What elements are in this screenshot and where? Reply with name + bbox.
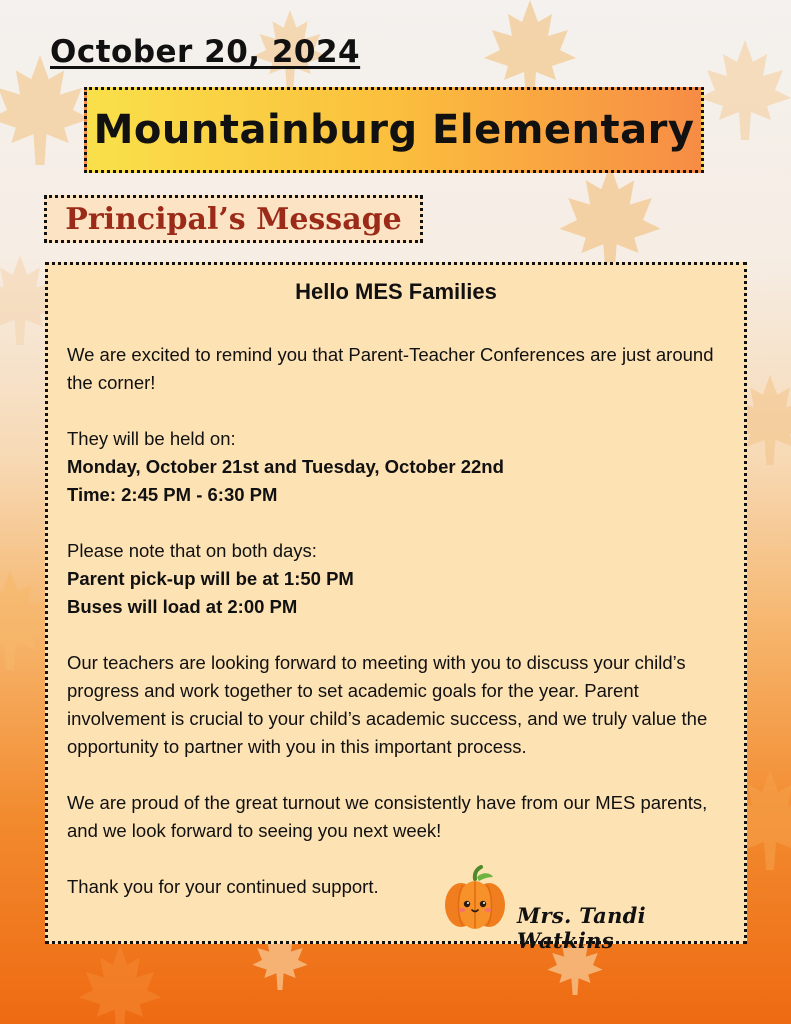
maple-leaf-icon: [0, 55, 91, 165]
message-body: [67, 341, 737, 901]
maple-leaf-icon: [699, 40, 791, 140]
maple-leaf-icon: [559, 165, 660, 275]
section-label: [44, 195, 423, 243]
pumpkin-icon: [441, 865, 509, 933]
section-title: Principal’s Message: [65, 201, 402, 237]
bus-time: Buses will load at 2:00 PM: [67, 596, 298, 617]
school-name: Mountainburg Elementary: [93, 107, 695, 153]
principal-signature: Mrs. Tandi Watkins: [517, 903, 646, 953]
goals-paragraph: Our teachers are looking forward to meeting with you to discuss your child’s progress and work together to set academic goals for the year. Parent involvement is crucial to your child’s academic success, and we truly value the opportunity to partner with you in this important process.: [67, 652, 708, 757]
conference-details: [67, 425, 737, 509]
newsletter-date: October 20, 2024: [50, 34, 361, 70]
turnout-paragraph: We are proud of the great turnout we consistently have from our MES parents, and we look forward to seeing you next week!: [67, 792, 708, 841]
principal-message-box: [45, 262, 747, 953]
greeting-heading: Hello MES Families: [295, 279, 497, 304]
closing-line: Thank you for your continued support.: [67, 876, 379, 897]
note-label: Please note that on both days:: [67, 540, 317, 561]
conference-time: Time: 2:45 PM - 6:30 PM: [67, 484, 278, 505]
maple-leaf-icon: [79, 945, 162, 1024]
conference-dates: Monday, October 21st and Tuesday, October 22nd: [67, 456, 504, 477]
maple-leaf-icon: [484, 0, 576, 100]
school-name-banner: [84, 87, 704, 173]
held-on-label: They will be held on:: [67, 428, 236, 449]
intro-paragraph: We are excited to remind you that Parent-Teacher Conferences are just around the corner!: [67, 344, 714, 393]
pickup-time: Parent pick-up will be at 1:50 PM: [67, 568, 354, 589]
dismissal-details: [67, 537, 737, 621]
